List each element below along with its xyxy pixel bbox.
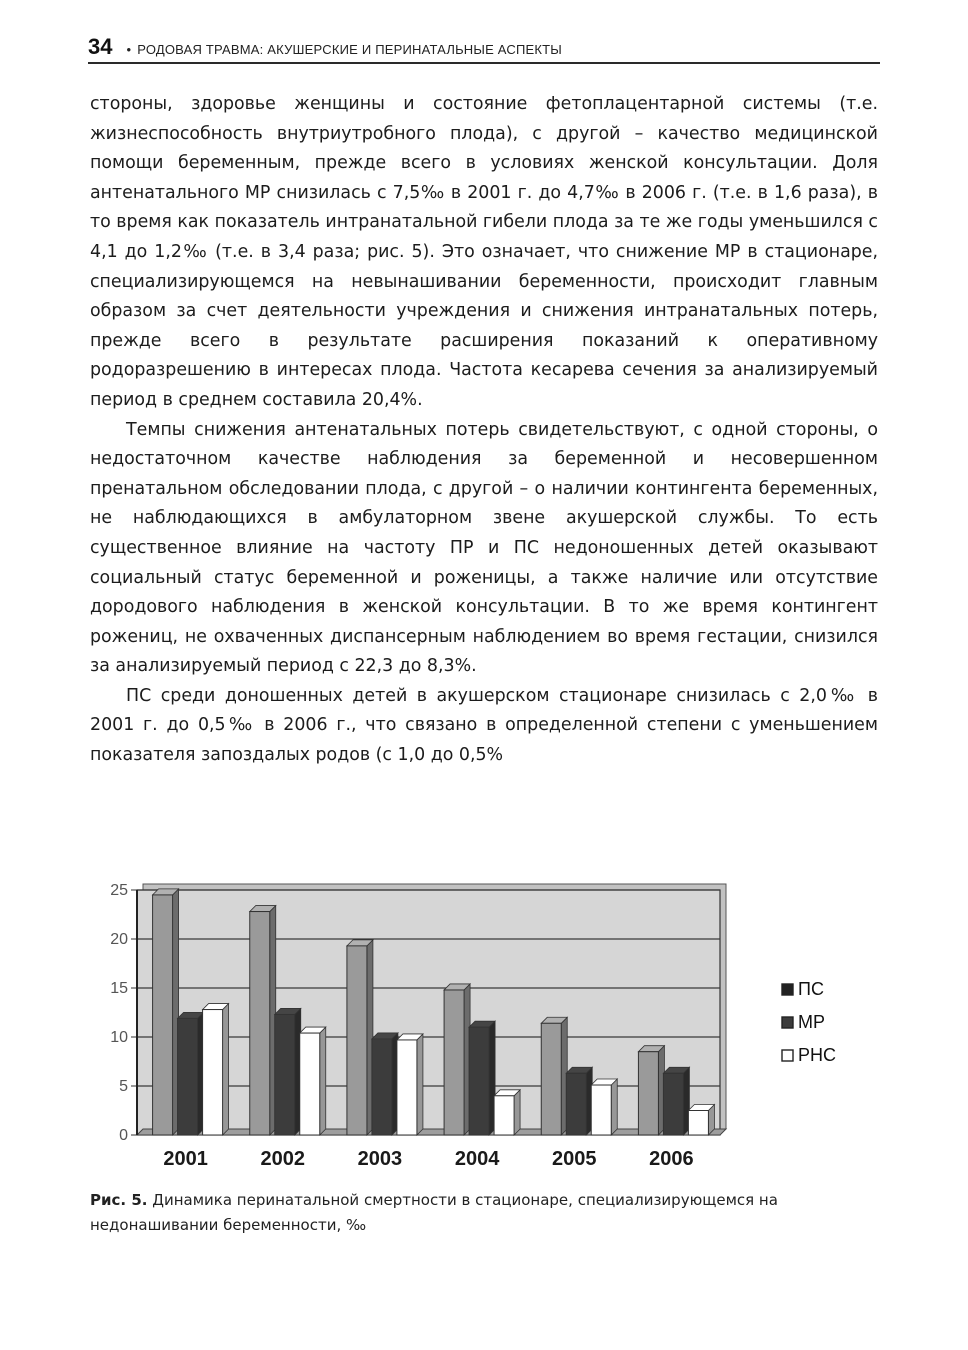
bar-РНС-2001: [203, 1010, 223, 1135]
paragraph-3: ПС среди доношенных детей в акушерском стационаре снизилась с 2,0‰ в 2001 г. до 0,5‰ в 2006 г., что связано в определенной степени с уменьшением показателя запоздалых родов (с 1,0 до 0,5%: [90, 685, 878, 766]
bar-side-РНС: [223, 1004, 229, 1135]
legend-swatch-РНС: [782, 1050, 793, 1061]
x-tick-label: 2006: [649, 1148, 694, 1170]
y-tick-label: 15: [110, 980, 128, 997]
x-tick-label: 2003: [357, 1148, 403, 1170]
running-title-text: РОДОВАЯ ТРАВМА: АКУШЕРСКИЕ И ПЕРИНАТАЛЬНЫЕ АСПЕКТЫ: [137, 42, 562, 57]
y-tick-label: 10: [110, 1029, 128, 1046]
running-title: [126, 42, 562, 58]
bar-side-РНС: [611, 1079, 617, 1135]
bar-side-РНС: [417, 1034, 423, 1135]
legend-label-МР: МР: [798, 1012, 825, 1032]
bar-ПС-2002: [250, 912, 270, 1135]
bar-РНС-2006: [688, 1111, 708, 1136]
bar-ПС-2001: [153, 895, 173, 1135]
body-text: [90, 90, 878, 771]
bar-side-РНС: [514, 1090, 520, 1135]
bar-РНС-2003: [397, 1040, 417, 1135]
paragraph-1: стороны, здоровье женщины и состояние фетоплацентарной системы (т.е. жизнеспособность внутриутробного плода), с другой – качество медицинской помощи беременным, прежде всего в условиях женской консультации. Доля антенатального МР снизилась с 7,5‰ в 2001 г. до 4,7‰ в 2006 г. (т.е. в 1,6 раза), в то время как показатель интранатальной гибели плода за те же годы уменьшился с 4,1 до 1,2‰ (т.е. в 3,4 раза; рис. 5). Это означает, что снижение МР в стационаре, специализирующемся на невынашивании беременности, происходит главным образом за счет деятельности учреждения и снижения интранатальных потерь, прежде всего в результате расширения показаний к оперативному родоразрешению в интересах плода. Частота кесарева сечения за анализируемый период в среднем составила 20,4%.: [90, 94, 878, 410]
page-number: 34: [88, 34, 113, 59]
bar-РНС-2004: [494, 1096, 514, 1135]
bar-МР-2006: [663, 1073, 683, 1135]
bar-МР-2003: [372, 1039, 392, 1135]
y-tick-label: 25: [110, 882, 128, 899]
x-tick-label: 2004: [454, 1148, 500, 1170]
y-tick-label: 20: [110, 931, 128, 948]
bar-ПС-2006: [638, 1052, 658, 1135]
caption-label: Рис. 5.: [90, 1191, 148, 1209]
y-tick-label: 0: [119, 1127, 128, 1144]
legend-swatch-ПС: [782, 984, 793, 995]
bar-ПС-2005: [541, 1023, 561, 1135]
bullet-icon: •: [126, 42, 132, 57]
bar-РНС-2002: [300, 1033, 320, 1135]
bar-chart: [92, 870, 892, 1185]
paragraph-2: Темпы снижения антенатальных потерь свидетельствуют, с одной стороны, о недостаточном качестве наблюдения за беременной и несовершенном пренатальном обследовании плода, с другой – о наличии контингента беременных, не наблюдающихся в амбулаторном звене акушерской службы. То есть существенное влияние на частоту ПР и ПС недоношенных детей оказывают социальный статус беременной и роженицы, а также наличие или отсутствие дородового наблюдения в женской консультации. В то же время контингент рожениц, не охваченных диспансерным наблюдением во время гестации, снизился за анализируемый период с 22,3 до 8,3%.: [90, 419, 878, 677]
caption-text: Динамика перинатальной смертности в стационаре, специализирующемся на недонашивании беременности, ‰: [90, 1191, 778, 1234]
legend-label-РНС: РНС: [798, 1045, 837, 1065]
bar-МР-2004: [469, 1027, 489, 1135]
figure-caption: [90, 1188, 880, 1238]
bar-МР-2001: [178, 1018, 198, 1135]
bar-МР-2005: [566, 1073, 586, 1135]
x-tick-label: 2002: [260, 1148, 305, 1170]
legend-label-ПС: ПС: [798, 979, 824, 999]
x-tick-label: 2001: [163, 1148, 208, 1170]
x-tick-label: 2005: [552, 1148, 597, 1170]
bar-ПС-2003: [347, 946, 367, 1135]
bar-РНС-2005: [591, 1085, 611, 1135]
y-tick-label: 5: [119, 1078, 128, 1095]
bar-side-РНС: [320, 1027, 326, 1135]
legend-swatch-МР: [782, 1017, 793, 1028]
running-header: [88, 34, 880, 64]
bar-МР-2002: [275, 1014, 295, 1135]
figure-5-chart: [92, 870, 892, 1185]
bar-ПС-2004: [444, 990, 464, 1135]
